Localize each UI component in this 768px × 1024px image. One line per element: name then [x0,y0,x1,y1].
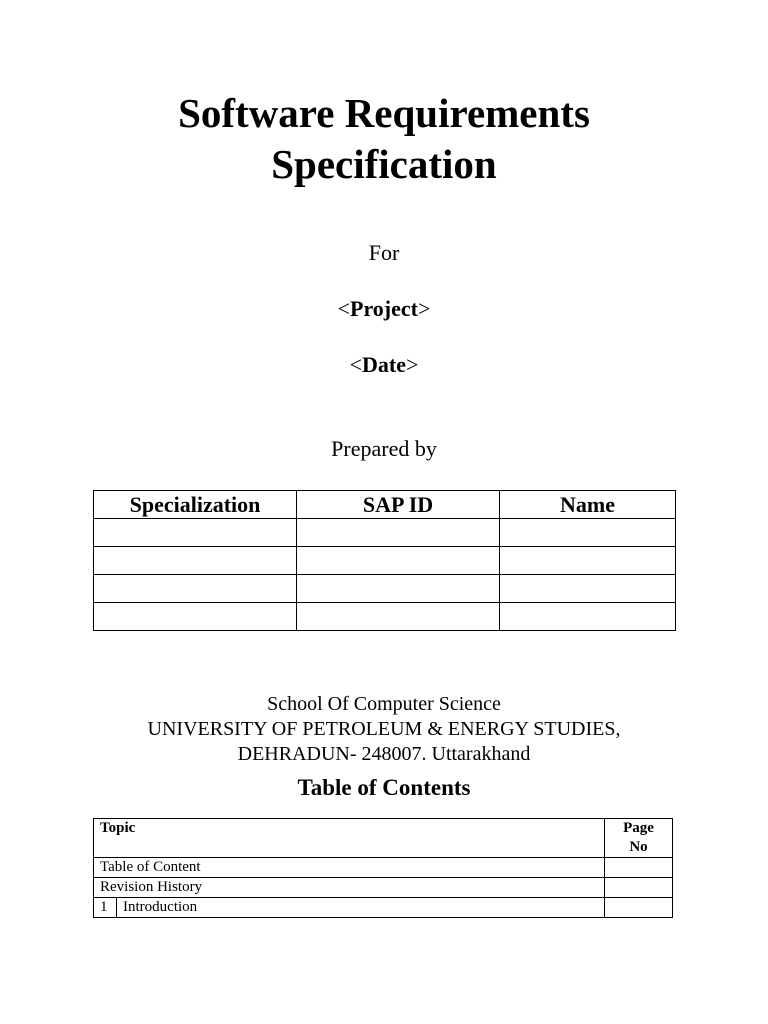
header-specialization: Specialization [94,491,297,519]
toc-row [94,898,673,918]
table-row [94,603,676,631]
team-table [93,490,676,631]
table-cell [94,603,297,631]
toc-page [605,858,673,878]
prepared-by-label: Prepared by [331,436,437,461]
toc-number: 1 [94,898,117,918]
toc-header-topic: Topic [94,819,605,858]
table-cell [297,575,500,603]
toc-header-row [94,819,673,858]
university-location: DEHRADUN- 248007. Uttarakhand [237,743,531,765]
table-cell [500,575,676,603]
project-placeholder: <Project> [337,296,431,321]
date-label: Date [362,352,406,377]
header-sap-id: SAP ID [297,491,500,519]
header-name: Name [500,491,676,519]
table-cell [500,519,676,547]
toc-page [605,898,673,918]
toc-title: Table of Contents [297,775,471,800]
school-address [0,692,768,767]
date-placeholder: <Date> [349,352,419,377]
table-cell [500,603,676,631]
table-row [94,575,676,603]
table-cell [500,547,676,575]
table-cell [297,519,500,547]
toc-table [93,818,673,918]
title-line-2: Specification [271,141,497,187]
toc-row [94,878,673,898]
table-cell [94,575,297,603]
toc-topic: Table of Content [94,858,605,878]
table-row [94,519,676,547]
table-cell [297,603,500,631]
toc-topic: Revision History [94,878,605,898]
toc-header-page: Page No [605,819,673,858]
toc-page [605,878,673,898]
table-cell [94,519,297,547]
school-name: School Of Computer Science [267,693,501,715]
toc-row [94,858,673,878]
table-cell [297,547,500,575]
title-line-1: Software Requirements [178,90,590,136]
for-label: For [368,240,400,265]
document-title [0,88,768,190]
team-table-header [94,491,676,519]
project-label: Project [350,296,418,321]
table-cell [94,547,297,575]
toc-topic: Introduction [117,898,605,918]
university-name: UNIVERSITY OF PETROLEUM & ENERGY STUDIES, [147,718,621,740]
table-row [94,547,676,575]
